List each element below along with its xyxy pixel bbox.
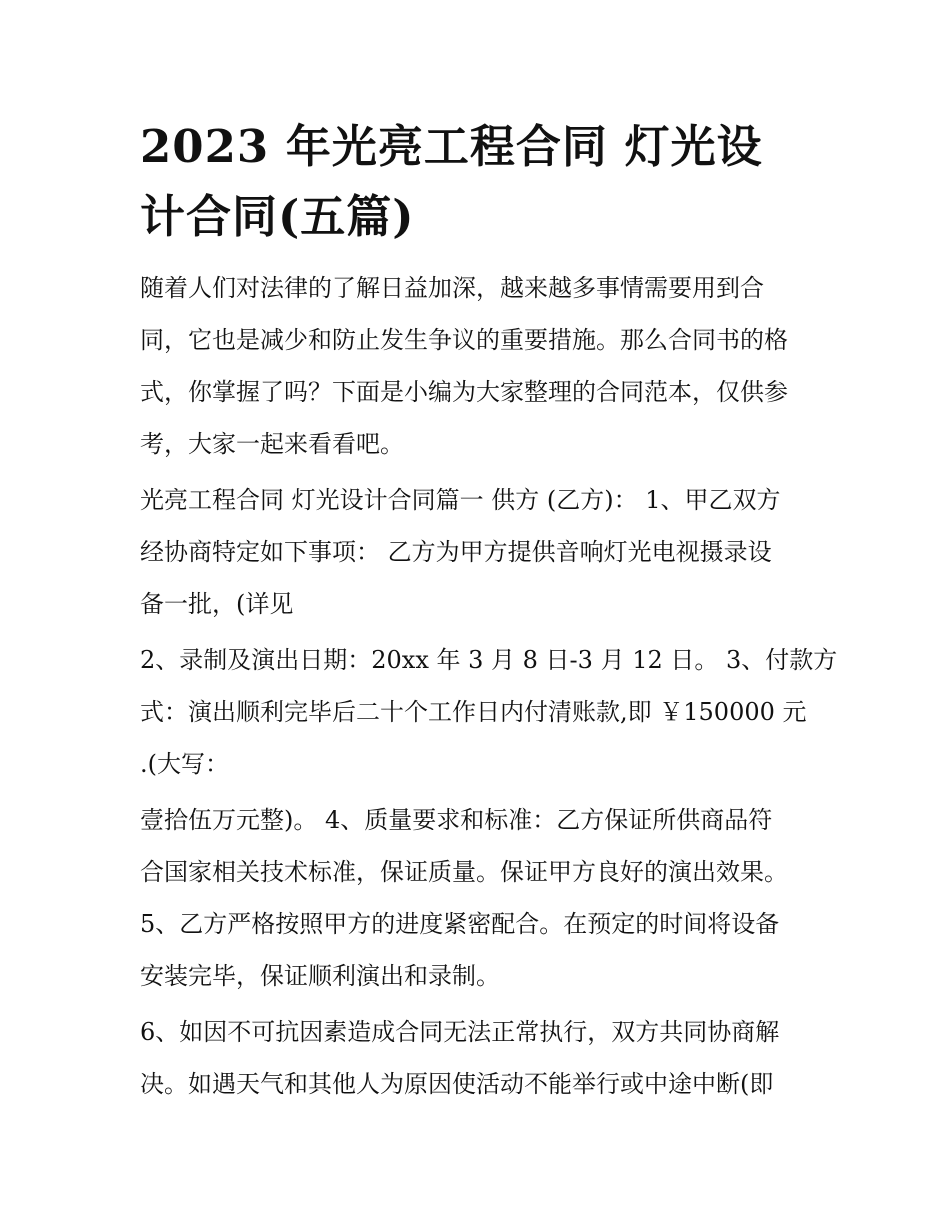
document-title bbox=[140, 112, 780, 252]
text-line: 2、录制及演出日期：20xx 年 3 月 8 日-3 月 12 日。 3、付款方 bbox=[140, 646, 838, 674]
text-line: 经协商特定如下事项： 乙方为甲方提供音响灯光电视摄录设 bbox=[140, 538, 772, 566]
text-line: 6、如因不可抗因素造成合同无法正常执行，双方共同协商解 bbox=[140, 1018, 780, 1046]
text-line: 随着人们对法律的了解日益加深，越来越多事情需要用到合 bbox=[140, 274, 764, 302]
text-line: 式：演出顺利完毕后二十个工作日内付清账款,即 ￥150000 元 bbox=[140, 698, 807, 726]
title-line: 2023 年光亮工程合同 灯光设 bbox=[140, 120, 763, 173]
paragraph-contract-start bbox=[140, 474, 820, 630]
title-line: 计合同(五篇) bbox=[140, 190, 415, 243]
text-line: 备一批，(详见 bbox=[140, 590, 294, 618]
text-line: 5、乙方严格按照甲方的进度紧密配合。在预定的时间将设备 bbox=[140, 910, 780, 938]
paragraph-schedule-payment bbox=[140, 634, 838, 790]
paragraph-quality bbox=[140, 794, 820, 1002]
paragraph-force-majeure bbox=[140, 1006, 820, 1110]
text-line: 安装完毕，保证顺利演出和录制。 bbox=[140, 962, 500, 990]
text-line: 同，它也是减少和防止发生争议的重要措施。那么合同书的格 bbox=[140, 326, 788, 354]
paragraph-intro bbox=[140, 262, 820, 470]
text-line: 式，你掌握了吗？下面是小编为大家整理的合同范本，仅供参 bbox=[140, 378, 788, 406]
text-line: 壹拾伍万元整)。 4、质量要求和标准：乙方保证所供商品符 bbox=[140, 806, 773, 834]
document-page bbox=[140, 112, 838, 1114]
text-line: 决。如遇天气和其他人为原因使活动不能举行或中途中断(即 bbox=[140, 1070, 774, 1098]
text-line: 光亮工程合同 灯光设计合同篇一 供方 (乙方)： 1、甲乙双方 bbox=[140, 486, 781, 514]
text-line: .(大写： bbox=[140, 750, 229, 778]
text-line: 考，大家一起来看看吧。 bbox=[140, 430, 404, 458]
text-line: 合国家相关技术标准，保证质量。保证甲方良好的演出效果。 bbox=[140, 858, 788, 886]
